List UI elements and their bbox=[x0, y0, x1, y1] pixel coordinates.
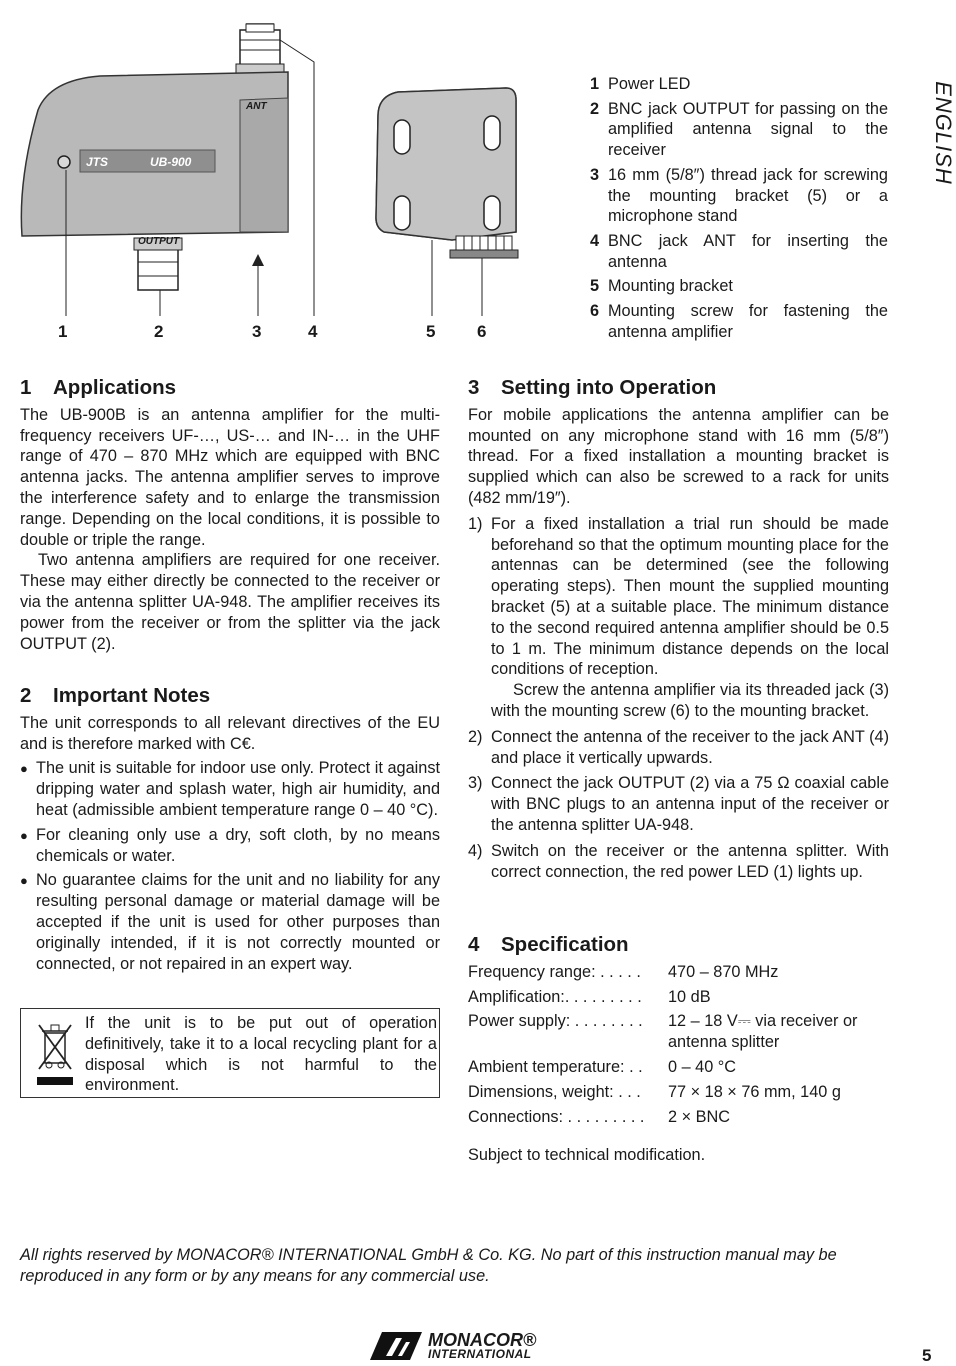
legend-item: 3 16 mm (5/8″) thread jack for screwing the mounting bracket (5) or a microphone stand bbox=[590, 165, 888, 226]
crossed-out-bin-icon bbox=[35, 1019, 75, 1089]
callout-1: 1 bbox=[58, 322, 68, 341]
spec-row: Connections: . . . . . . . . . 2 × BNC bbox=[468, 1107, 730, 1126]
disposal-text: If the unit is to be put out of operation definitively, take it to a local recycling plant for a disposal which is not harmful to the environment. bbox=[85, 1014, 437, 1095]
section-specification bbox=[468, 935, 889, 1166]
monacor-logo-icon bbox=[368, 1330, 424, 1362]
step-item: 3) Connect the jack OUTPUT (2) via a 75 Ω coaxial cable with BNC plugs to an antenna input of the receiver or the antenna splitter UA-948. bbox=[468, 774, 889, 834]
bullet-icon: ● bbox=[20, 873, 28, 889]
step-item: 4) Switch on the receiver or the antenna splitter. With correct connection, the red power LED (1) lights up. bbox=[468, 841, 889, 881]
section-heading: 1 Applications bbox=[20, 376, 177, 399]
device-brand: JTS bbox=[86, 155, 109, 169]
disposal-notice-box bbox=[20, 1008, 440, 1098]
section-operation bbox=[468, 378, 889, 882]
bullet-item: ● No guarantee claims for the unit and no liability for any resulting personal damage or material damage will be accepted if the unit is used for other purposes than originally intended, if it is not correctly mounted or connected, or not repaired in an expert way. bbox=[20, 871, 440, 973]
section-heading: 3 Setting into Operation bbox=[468, 376, 717, 399]
bracket-leader-lines bbox=[426, 270, 496, 318]
paragraph: Two antenna amplifiers are required for one receiver. These may either directly be connected to the receiver or via the antenna splitter UA-948. The amplifier receives its power from the receiver or from the splitter via the jack OUTPUT (2). bbox=[20, 551, 440, 653]
callout-3: 3 bbox=[252, 322, 262, 341]
paragraph: The unit corresponds to all relevant directives of the EU and is therefore marked with C€. bbox=[20, 713, 440, 753]
page-number: 5 bbox=[922, 1346, 932, 1365]
copyright-notice: All rights reserved by MONACOR® INTERNATIONAL GmbH & Co. KG. No part of this instruction manual may be reproduced in any form or by any means for any commercial use. bbox=[20, 1246, 837, 1285]
mounting-bracket-illustration bbox=[370, 80, 530, 270]
section-important-notes bbox=[20, 686, 440, 974]
bullet-item: ● The unit is suitable for indoor use only. Protect it against dripping water and splash water, high air humidity, and heat (admissible ambient temperature range 0 – 40 °C). bbox=[20, 759, 440, 819]
section-heading: 4 Specification bbox=[468, 933, 629, 956]
figure-legend bbox=[590, 74, 888, 346]
callout-6: 6 bbox=[477, 322, 487, 341]
monacor-logo bbox=[368, 1330, 536, 1362]
step-item: 1) For a fixed installation a trial run should be made beforehand so that the optimum mounting place for the antennas can be determined (see the following operating steps). Then mount the supplied mounting bracket (5) at a suitable place. The minimum distance to the second required antenna amplifier should be 0.5 to 1 m. The minimum distance depends on the local conditions of reception. Screw the antenna amplifier via its threaded jack (3) with the mounting screw (6) to the mounting bracket. bbox=[468, 514, 889, 720]
logo-sub: INTERNATIONAL bbox=[428, 1346, 532, 1361]
spec-row: Amplification:. . . . . . . . . 10 dB bbox=[468, 987, 711, 1006]
paragraph: For mobile applications the antenna amplifier can be mounted on any microphone stand with 16 mm (5/8″) thread. For a fixed installation a mounting bracket is supplied which can also be screwed to a rack for units (482 mm/19″). bbox=[468, 405, 889, 507]
spec-row: Ambient temperature: . . 0 – 40 °C bbox=[468, 1057, 737, 1076]
logo-brand: MONACOR® bbox=[428, 1329, 537, 1350]
legend-item: 6 Mounting screw for fastening the antenna amplifier bbox=[590, 302, 888, 341]
spec-row: Dimensions, weight: . . . 77 × 18 × 76 mm, 140 g bbox=[468, 1082, 841, 1101]
legend-item: 5 Mounting bracket bbox=[590, 277, 733, 296]
language-side-label: ENGLISH bbox=[931, 81, 956, 185]
bullet-item: ● For cleaning only use a dry, soft cloth, by no means chemicals or water. bbox=[20, 825, 440, 865]
spec-row: Power supply: . . . . . . . . 12 – 18 V⎓ via receiver or antenna splitter bbox=[468, 1012, 858, 1052]
section-applications bbox=[20, 378, 440, 654]
callout-2: 2 bbox=[154, 322, 164, 341]
bullet-icon: ● bbox=[20, 761, 28, 777]
device-model: UB-900 bbox=[150, 155, 192, 169]
modification-note: Subject to technical modification. bbox=[468, 1146, 706, 1165]
bullet-icon: ● bbox=[20, 827, 28, 843]
legend-item: 2 BNC jack OUTPUT for passing on the amplified antenna signal to the receiver bbox=[590, 99, 888, 160]
spec-row: Frequency range: . . . . . 470 – 870 MHz bbox=[468, 962, 779, 981]
callout-4: 4 bbox=[308, 322, 318, 341]
step-item: 2) Connect the antenna of the receiver to the jack ANT (4) and place it vertically upwards. bbox=[468, 727, 889, 767]
section-heading: 2 Important Notes bbox=[20, 684, 211, 707]
legend-item: 1 Power LED bbox=[590, 75, 691, 93]
paragraph: The UB-900B is an antenna amplifier for the multi-frequency receivers UF-…, US-… and IN-… in the UHF range of 470 – 870 MHz which are equipped with BNC antenna jacks. The antenna amplifier serves to improve the interference safety and to enlarge the transmission range. Depending on the local conditions, it is possible to double or triple the range. bbox=[20, 405, 440, 549]
legend-item: 4 BNC jack ANT for inserting the antenna bbox=[590, 231, 888, 271]
callout-5: 5 bbox=[426, 322, 436, 341]
ant-label: ANT bbox=[246, 101, 267, 112]
output-label: OUTPUT bbox=[138, 236, 180, 247]
